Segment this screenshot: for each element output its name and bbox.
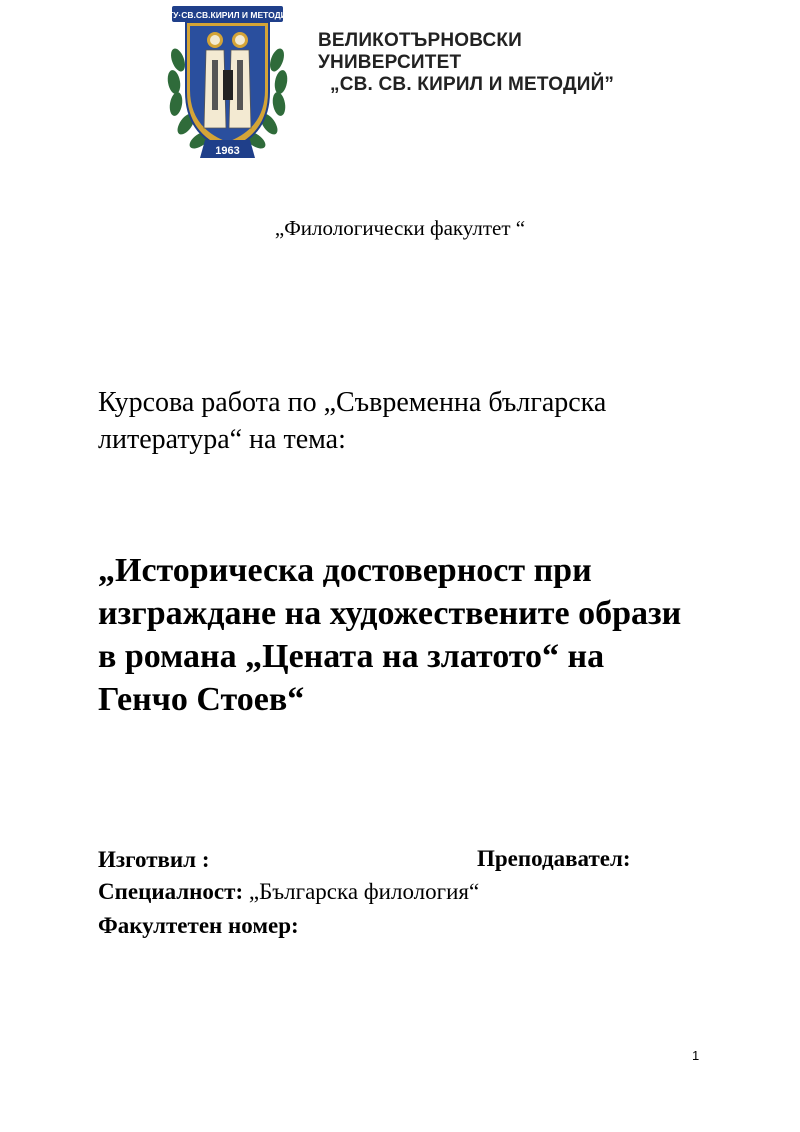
page-number: 1	[692, 1048, 700, 1063]
teacher-label: Преподавател:	[477, 846, 631, 871]
specialty-row	[98, 878, 479, 906]
coursework-subtitle	[98, 384, 718, 458]
university-name-line2: „СВ. СВ. КИРИЛ И МЕТОДИЙ”	[330, 74, 615, 95]
emblem-year: 1963	[215, 145, 240, 157]
topic-line: „Историческа достоверност при	[98, 552, 592, 589]
university-name	[318, 30, 658, 96]
university-seal-icon	[160, 0, 295, 168]
coursework-line: литература“ на тема:	[98, 424, 346, 455]
author-label: Изготвил :	[98, 847, 210, 872]
topic-line: изграждане на художествените образи	[98, 595, 682, 632]
university-name-line1: ВЕЛИКОТЪРНОВСКИ УНИВЕРСИТЕТ	[318, 30, 523, 73]
topic-title	[98, 549, 738, 721]
coursework-line: Курсова работа по „Съвременна българска	[98, 387, 607, 418]
topic-line: Генчо Стоев“	[98, 681, 305, 718]
specialty-value: „Българска филология“	[243, 879, 480, 904]
specialty-label: Специалност:	[98, 879, 244, 904]
faculty-name: „Филологически факултет “	[274, 216, 526, 240]
faculty-number-label: Факултетен номер:	[98, 913, 299, 938]
emblem-ribbon-text: ВТУ·СВ.СВ.КИРИЛ И МЕТОДИЙ	[162, 10, 293, 20]
topic-line: в романа „Цената на златото“ на	[98, 638, 605, 675]
